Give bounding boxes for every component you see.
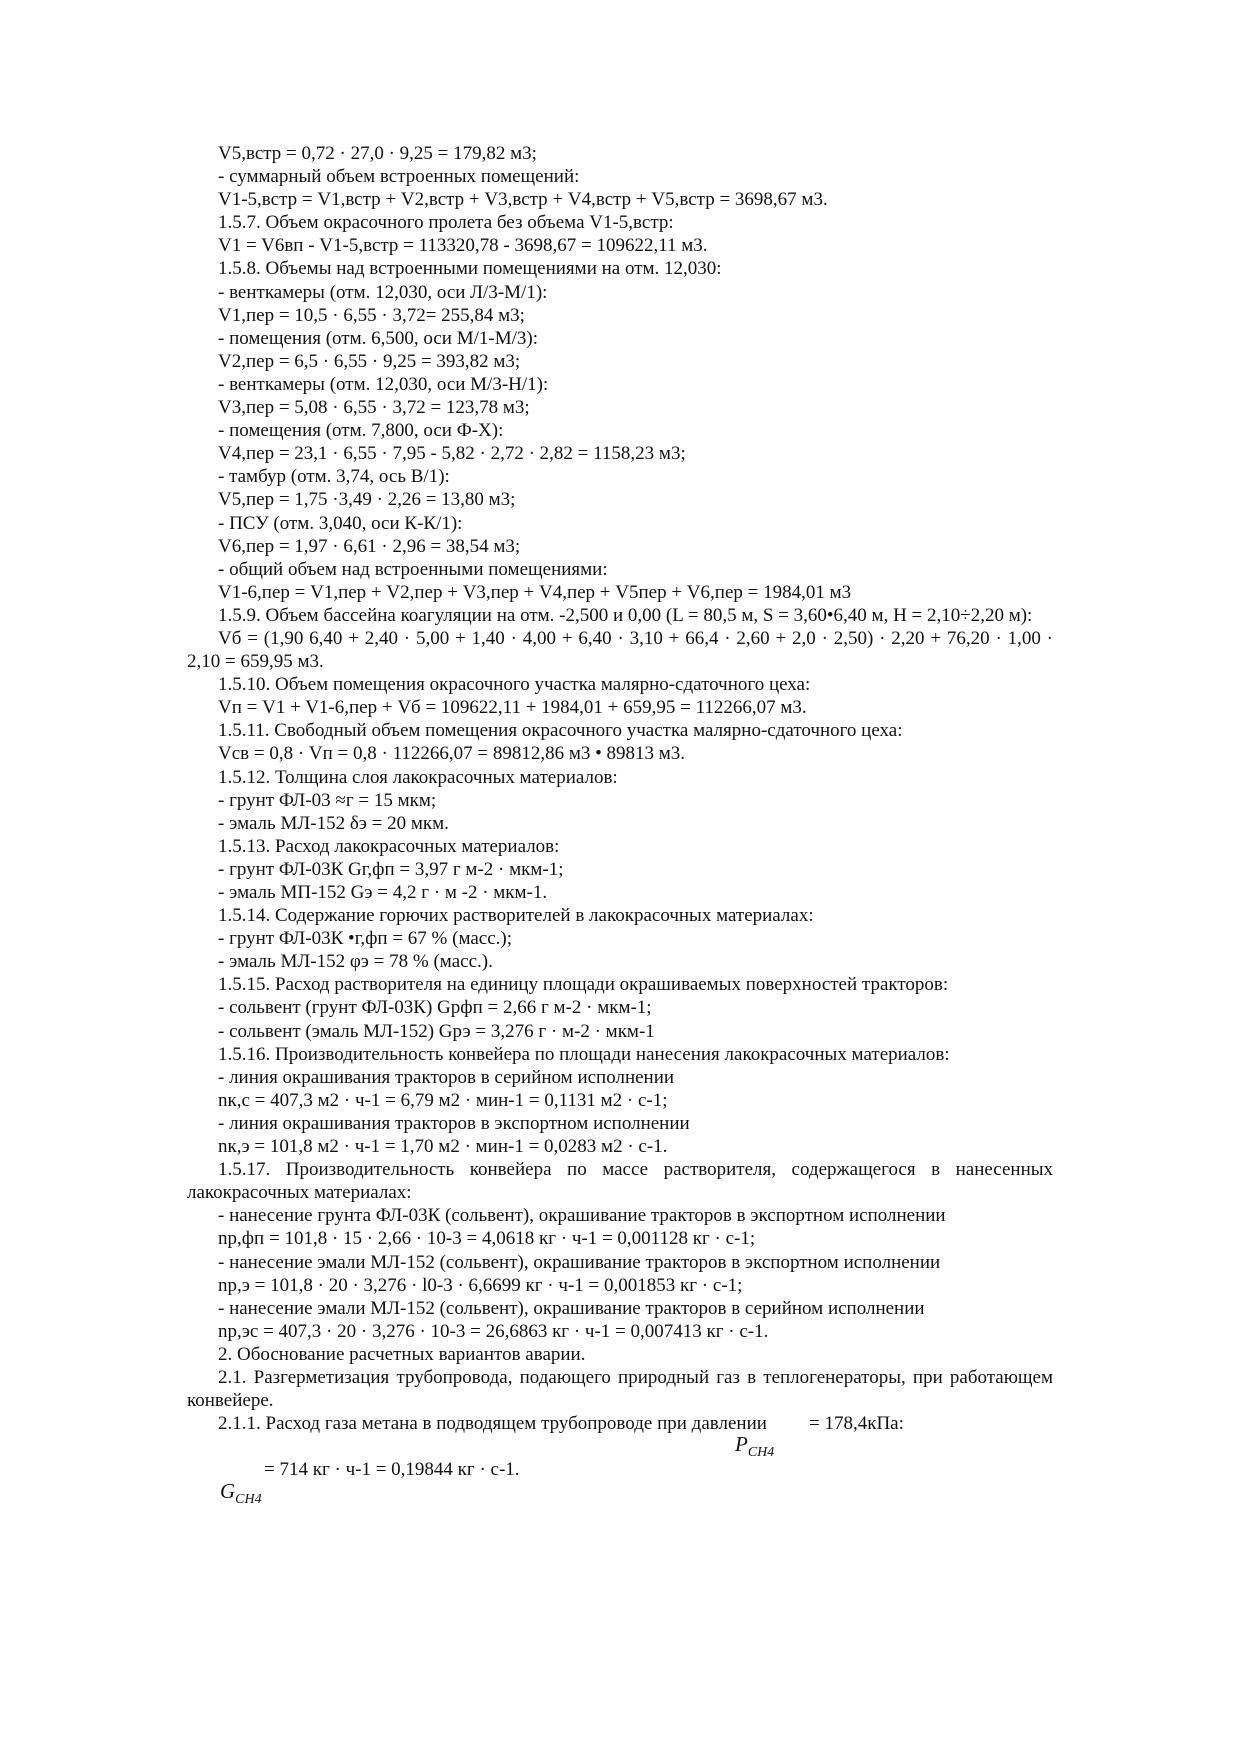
text-line: 1.5.11. Свободный объем помещения окрасочного участка малярно-сдаточного цеха: — [218, 720, 903, 742]
text-line: - эмаль МЛ-152 δэ = 20 мкм. — [218, 812, 449, 834]
text-line: V6,пер = 1,97 · 6,61 · 2,96 = 38,54 м3; — [218, 535, 521, 557]
text-line: - сольвент (эмаль МЛ-152) Gрэ = 3,276 г · м-2 · мкм-1 — [218, 1020, 655, 1042]
text-line: - общий объем над встроенными помещениями: — [218, 558, 608, 580]
text-line: 1.5.15. Расход растворителя на единицу площади окрашиваемых поверхностей тракторов: — [218, 974, 949, 996]
text-line: - суммарный объем встроенных помещений: — [218, 166, 580, 188]
document-page — [187, 142, 1053, 1508]
text-line: V2,пер = 6,5 · 6,55 · 9,25 = 393,82 м3; — [218, 350, 521, 372]
text-line: - нанесение эмали МЛ-152 (сольвент), окрашивание тракторов в экспортном исполнении — [218, 1251, 941, 1273]
text-line: nр,эс = 407,3 · 20 · 3,276 · 10-3 = 26,6863 кг · ч-1 = 0,007413 кг · с-1. — [218, 1320, 769, 1342]
text-line: - эмаль МП-152 Gэ = 4,2 г · м -2 · мкм-1. — [218, 882, 548, 903]
text-line: nк,с = 407,3 м2 · ч-1 = 6,79 м2 · мин-1 = 0,1131 м2 · с-1; — [218, 1089, 668, 1111]
paragraph-1-5-9: 1.5.9. Объем бассейна коагуляции на отм. -2,500 и 0,00 (L = 80,5 м, S = 3,60•6,40 м, H = 2,10÷2,20 м): — [218, 604, 1033, 626]
text-line: - нанесение грунта ФЛ-03К (сольвент), окрашивание тракторов в экспортном исполнении — [218, 1205, 946, 1227]
text-line: V1-5,встр = V1,встр + V2,встр + V3,встр + V4,встр + V5,встр = 3698,67 м3. — [218, 189, 828, 211]
text-line: Vсв = 0,8 · Vп = 0,8 · 112266,07 = 89812,86 м3 • 89813 м3. — [218, 743, 686, 765]
text-line: - помещения (отм. 7,800, оси Ф-Х): — [218, 420, 504, 442]
text-line: 1.5.7. Объем окрасочного пролета без объема V1-5,встр: — [218, 212, 674, 234]
text-line: - нанесение эмали МЛ-152 (сольвент), окрашивание тракторов в серийном исполнении — [218, 1297, 925, 1319]
text-line: - грунт ФЛ-03К Gг,фп = 3,97 г м-2 · мкм-1; — [218, 858, 564, 880]
text-line: - венткамеры (отм. 12,030, оси Л/3-М/1): — [218, 281, 548, 303]
text-line: - помещения (отм. 6,500, оси М/1-М/3): — [218, 327, 538, 349]
paragraph-1-5-17: 1.5.17. Производительность конвейера по массе растворителя, содержащегося в нанесенных лакокрасочных материалах: — [187, 1159, 1053, 1204]
text-line: V5,встр = 0,72 · 27,0 · 9,25 = 179,82 м3; — [218, 143, 537, 164]
text-line: 1.5.12. Толщина слоя лакокрасочных материалов: — [218, 766, 618, 788]
text-line: V3,пер = 5,08 · 6,55 · 3,72 = 123,78 м3; — [218, 397, 530, 419]
text-line: - линия окрашивания тракторов в серийном исполнении — [218, 1066, 675, 1088]
text-line: 2. Обоснование расчетных вариантов аварии. — [218, 1343, 586, 1365]
text-line: - тамбур (отм. 3,74, ось В/1): — [218, 466, 450, 488]
equation-g-ch4 — [187, 1458, 1053, 1508]
pressure-symbol: $P_{CH4}$ — [735, 1432, 775, 1461]
text-line: - грунт ФЛ-03 ≈г = 15 мкм; — [218, 789, 437, 811]
text-line: V1,пер = 10,5 · 6,55 · 3,72= 255,84 м3; — [218, 304, 525, 326]
lines-block-2 — [187, 673, 1053, 1158]
g-ch4-value: = 714 кг · ч-1 = 0,19844 кг · с-1. — [264, 1459, 520, 1481]
text-line: - линия окрашивания тракторов в экспортном исполнении — [218, 1112, 690, 1134]
equation-v-b: Vб = (1,90 6,40 + 2,40 · 5,00 + 1,40 · 4,00 + 6,40 · 3,10 + 66,4 · 2,60 + 2,0 · 2,50) · 2,20 + 76,20 · 1,00 · 2,10 = 659,95 м3. — [187, 627, 1053, 673]
text-line: - ПСУ (отм. 3,040, оси К-К/1): — [218, 512, 463, 534]
text-line: Vп = V1 + V1-6,пер + Vб = 109622,11 + 1984,01 + 659,95 = 112266,07 м3. — [218, 697, 807, 719]
text-line: 1.5.8. Объемы над встроенными помещениями на отм. 12,030: — [218, 258, 722, 280]
text-line: nр,фп = 101,8 · 15 · 2,66 · 10-3 = 4,0618 кг · ч-1 = 0,001128 кг · с-1; — [218, 1228, 756, 1250]
g-ch4-symbol: $G_{CH4}$ — [220, 1479, 262, 1508]
text-line: 1.5.13. Расход лакокрасочных материалов: — [218, 835, 560, 857]
text-line: nр,э = 101,8 · 20 · 3,276 · l0-3 · 6,6699 кг · ч-1 = 0,001853 кг · с-1; — [218, 1274, 743, 1296]
pressure-text: 2.1.1. Расход газа метана в подводящем трубопроводе при давлении — [218, 1413, 767, 1435]
text-line: - грунт ФЛ-03К •г,фп = 67 % (масс.); — [218, 928, 513, 950]
text-line: V4,пер = 23,1 · 6,55 · 7,95 - 5,82 · 2,72 · 2,82 = 1158,23 м3; — [218, 443, 686, 465]
paragraph-2-1: 2.1. Разгерметизация трубопровода, подающего природный газ в теплогенераторы, при работающем конвейере. — [187, 1366, 1053, 1412]
text-line: nк,э = 101,8 м2 · ч-1 = 1,70 м2 · мин-1 = 0,0283 м2 · с-1. — [218, 1136, 668, 1158]
lines-block-3 — [187, 1204, 1053, 1366]
text-line: - венткамеры (отм. 12,030, оси М/3-Н/1): — [218, 373, 549, 395]
text-line: V1-6,пер = V1,пер + V2,пер + V3,пер + V4,пер + V5пер + V6,пер = 1984,01 м3 — [218, 581, 852, 603]
text-line: V5,пер = 1,75 ·3,49 · 2,26 = 13,80 м3; — [218, 489, 516, 511]
text-line: 1.5.16. Производительность конвейера по площади нанесения лакокрасочных материалов: — [218, 1043, 950, 1065]
text-line: - сольвент (грунт ФЛ-03К) Gрфп = 2,66 г м-2 · мкм-1; — [218, 997, 652, 1019]
lines-block-1 — [187, 142, 1053, 604]
pressure-value: = 178,4кПа: — [809, 1413, 904, 1435]
text-line: 1.5.14. Содержание горючих растворителей в лакокрасочных материалах: — [218, 905, 814, 927]
paragraph-2-1-1 — [187, 1412, 1053, 1461]
text-line: 1.5.10. Объем помещения окрасочного участка малярно-сдаточного цеха: — [218, 674, 811, 696]
text-line: V1 = V6вп - V1-5,встр = 113320,78 - 3698,67 = 109622,11 м3. — [218, 235, 708, 257]
text-line: - эмаль МЛ-152 φэ = 78 % (масс.). — [218, 951, 493, 973]
